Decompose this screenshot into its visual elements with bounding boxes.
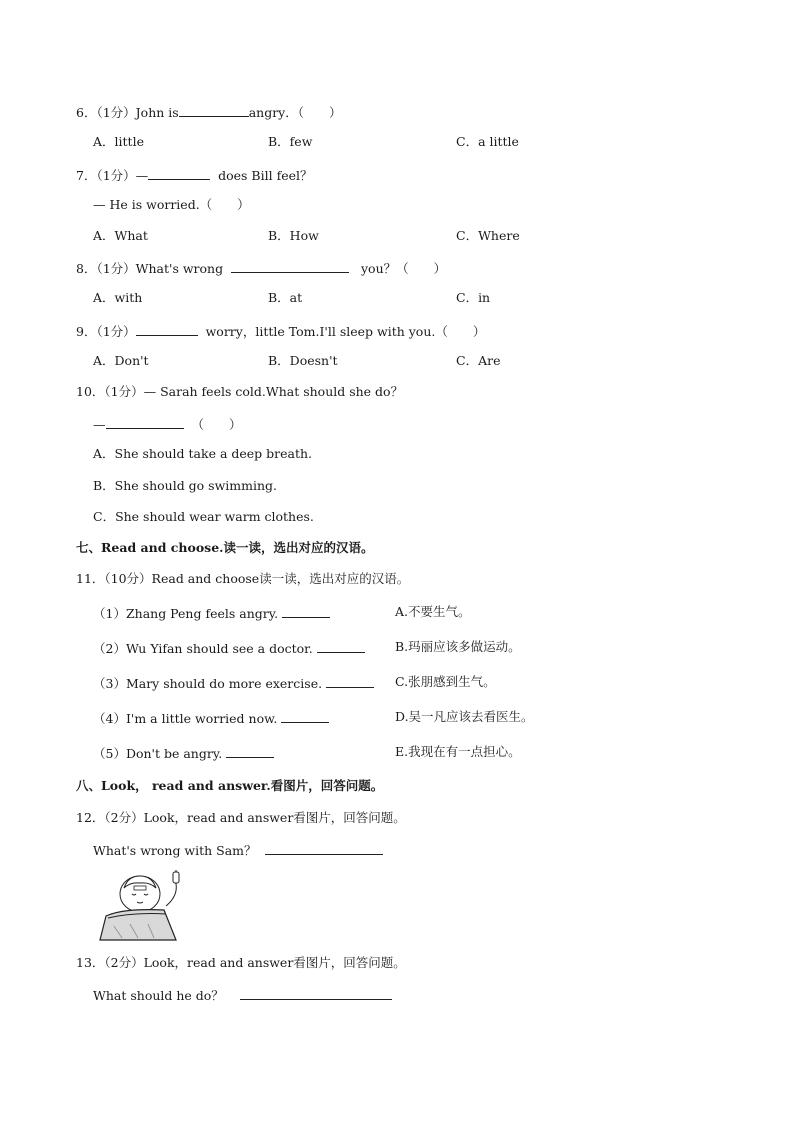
q6-text-post: angry．（ ）	[248, 105, 342, 120]
q11-item-3-text: （3）Mary should do more exercise.	[93, 676, 323, 691]
q12-question: What's wrong with Sam？	[93, 843, 257, 858]
sick-boy-picture	[94, 866, 196, 944]
q8-text-post: you？（ ）	[360, 261, 447, 276]
q10-option-c[interactable]: C．She should wear warm clothes.	[93, 509, 314, 524]
question-13: 13．（2分）Look，read and answer看图片，回答问题。	[76, 955, 406, 970]
question-6	[76, 103, 341, 121]
q11-item-1	[93, 604, 330, 622]
q11-item-2-blank[interactable]	[317, 639, 365, 653]
q6-option-c[interactable]: C．a little	[456, 134, 519, 149]
q9-text-post: worry，little Tom.I'll sleep with you.（ ）	[205, 324, 486, 339]
q11-item-5	[93, 744, 274, 762]
q6-number: 6．（1分）	[76, 105, 136, 120]
q8-number: 8．（1分）What's wrong	[76, 261, 224, 276]
q11-item-2-text: （2）Wu Yifan should see a doctor.	[93, 641, 313, 656]
q11-item-4-blank[interactable]	[281, 709, 329, 723]
q10-option-a[interactable]: A．She should take a deep breath.	[93, 446, 313, 461]
q10-dash: —	[93, 417, 106, 432]
q8-answer-blank[interactable]	[231, 259, 349, 273]
q11-choice-a: A.不要生气。	[395, 604, 471, 619]
q13-question: What should he do？	[93, 988, 224, 1003]
section-7-heading: 七、Read and choose.读一读，选出对应的汉语。	[76, 540, 374, 555]
q12-prompt	[93, 841, 383, 859]
q10-reply	[93, 415, 241, 433]
q9-option-c[interactable]: C．Are	[456, 353, 501, 368]
q7-reply: — He is worried.（ ）	[93, 197, 250, 212]
q10-option-b[interactable]: B．She should go swimming.	[93, 478, 278, 493]
question-8	[76, 259, 446, 277]
q10-answer-blank[interactable]	[106, 415, 184, 429]
q13-answer-blank[interactable]	[240, 986, 392, 1000]
q11-item-1-text: （1）Zhang Peng feels angry.	[93, 606, 279, 621]
q11-item-5-blank[interactable]	[226, 744, 274, 758]
question-9	[76, 322, 485, 340]
q7-option-b[interactable]: B．How	[268, 228, 319, 243]
q11-item-4-text: （4）I'm a little worried now.	[93, 711, 278, 726]
question-10: 10．（1分）— Sarah feels cold.What should she do？	[76, 384, 404, 399]
q9-option-b[interactable]: B．Doesn't	[268, 353, 338, 368]
q8-option-b[interactable]: B．at	[268, 290, 303, 305]
q11-choice-d: D.吴一凡应该去看医生。	[395, 709, 534, 724]
question-11: 11．（10分）Read and choose读一读，选出对应的汉语。	[76, 571, 410, 586]
q8-option-c[interactable]: C．in	[456, 290, 491, 305]
q9-option-a[interactable]: A．Don't	[93, 353, 149, 368]
question-7	[76, 166, 313, 184]
q6-option-a[interactable]: A．little	[93, 134, 144, 149]
q7-text-post: does Bill feel？	[218, 168, 313, 183]
q11-choice-e: E.我现在有一点担心。	[395, 744, 521, 759]
q13-prompt	[93, 986, 392, 1004]
q11-item-4	[93, 709, 329, 727]
q7-answer-blank[interactable]	[148, 166, 210, 180]
q9-number: 9．（1分）	[76, 324, 136, 339]
q11-choice-b: B.玛丽应该多做运动。	[395, 639, 521, 654]
q9-answer-blank[interactable]	[136, 322, 198, 336]
q8-option-a[interactable]: A．with	[93, 290, 143, 305]
q7-number: 7．（1分）—	[76, 168, 149, 183]
q11-item-2	[93, 639, 365, 657]
q7-option-a[interactable]: A．What	[93, 228, 148, 243]
q11-item-3-blank[interactable]	[326, 674, 374, 688]
q11-item-5-text: （5）Don't be angry.	[93, 746, 223, 761]
section-8-heading: 八、Look， read and answer.看图片，回答问题。	[76, 778, 384, 793]
q6-option-b[interactable]: B．few	[268, 134, 313, 149]
question-12: 12．（2分）Look，read and answer看图片，回答问题。	[76, 810, 406, 825]
q6-text-pre: John is	[135, 105, 179, 120]
q7-option-c[interactable]: C．Where	[456, 228, 520, 243]
q6-answer-blank[interactable]	[179, 103, 249, 117]
q12-answer-blank[interactable]	[265, 841, 383, 855]
q11-item-1-blank[interactable]	[282, 604, 330, 618]
q10-paren: （ ）	[191, 417, 242, 432]
q11-choice-c: C.张朋感到生气。	[395, 674, 496, 689]
q11-item-3	[93, 674, 374, 692]
